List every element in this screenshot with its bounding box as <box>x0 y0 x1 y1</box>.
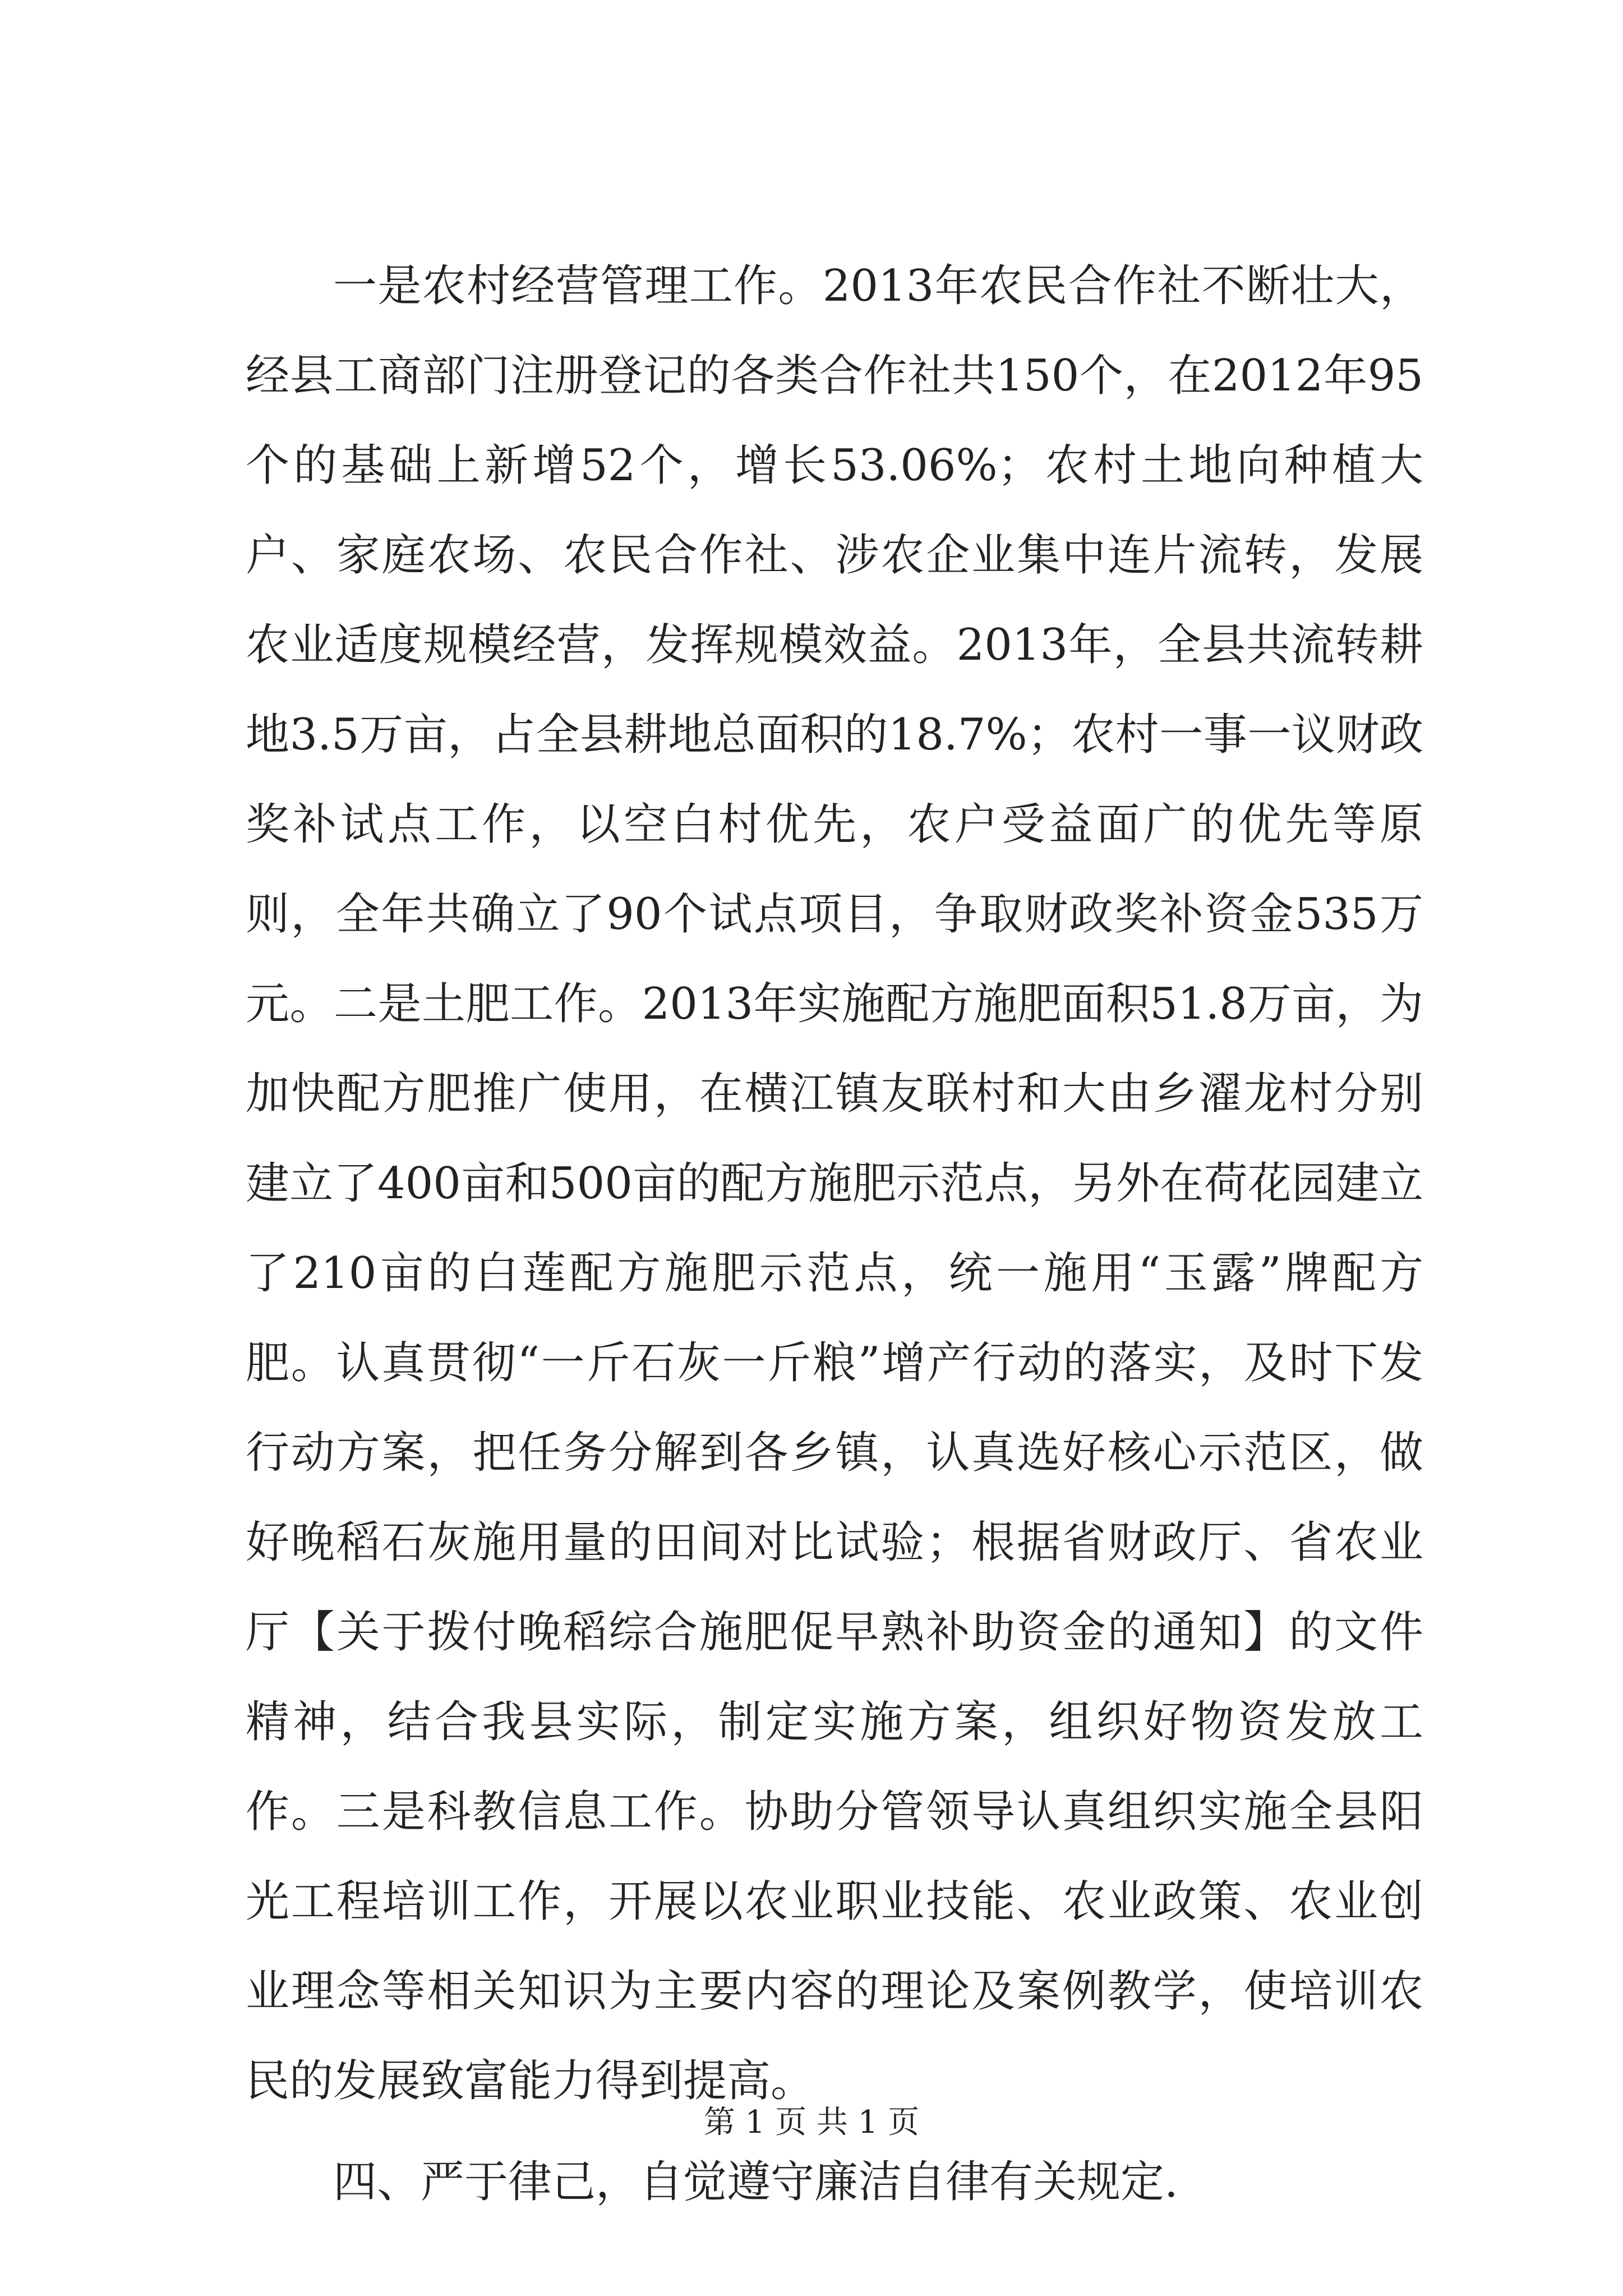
paragraph-work-summary: 一是农村经营管理工作。2013年农民合作社不断壮大，经县工商部门注册登记的各类合作社共150个，在2012年95个的基础上新增52个，增长53.06%；农村土地向种植大户、家庭农场、农民合作社、涉农企业集中连片流转，发展农业适度规模经营，发挥规模效益。2013年，全县共流转耕地3.5万亩，占全县耕地总面积的18.7%；农村一事一议财政奖补试点工作，以空白村优先，农户受益面广的优先等原则，全年共确立了90个试点项目，争取财政奖补资金535万元。二是土肥工作。2013年实施配方施肥面积51.8万亩，为加快配方肥推广使用，在横江镇友联村和大由乡濯龙村分别建立了400亩和500亩的配方施肥示范点，另外在荷花园建立了210亩的白莲配方施肥示范点，统一施用“玉露”牌配方肥。认真贯彻“一斤石灰一斤粮”增产行动的落实，及时下发行动方案，把任务分解到各乡镇，认真选好核心示范区，做好晚稻石灰施用量的田间对比试验；根据省财政厅、省农业厅【关于拨付晚稻综合施肥促早熟补助资金的通知】的文件精神，结合我县实际，制定实施方案，组织好物资发放工作。三是科教信息工作。协助分管领导认真组织实施全县阳光工程培训工作，开展以农业职业技能、农业政策、农业创业理念等相关知识为主要内容的理论及案例教学，使培训农民的发展致富能力得到提高。 <box>246 261 1423 2106</box>
document-body <box>246 241 1423 2227</box>
page-footer: 第 1 页 共 1 页 <box>703 2104 920 2141</box>
paragraph-section-four: 四、严于律己，自觉遵守廉洁自律有关规定. <box>333 2157 1178 2207</box>
